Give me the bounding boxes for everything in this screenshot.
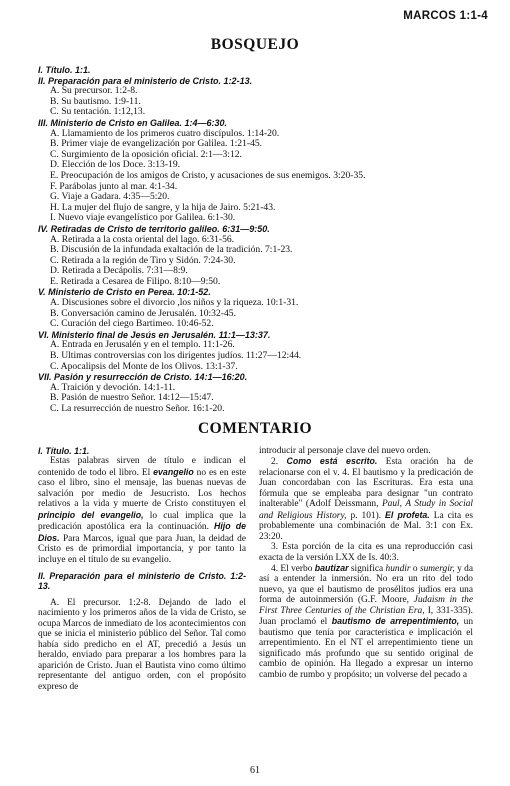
italic-title: sumergir, (419, 563, 455, 574)
paragraph (259, 563, 473, 680)
outline-item: D. Retirada a Decápolis. 7:31—8:9. (50, 265, 188, 277)
outline-item: B. Discusión de la infundada exaltación de la tradición. 7:1-23. (50, 244, 293, 256)
outline-item: C. La resurrección de nuestro Señor. 16:1-20. (50, 403, 225, 414)
paragraph (38, 598, 246, 692)
outline-section: III. Ministerio de Cristo en Galilea. 1:4—6:30. (38, 117, 228, 128)
outline-item: D. Elección de los Doce. 3:13-19. (50, 159, 181, 171)
outline-item: B. Pasión de nuestro Señor. 14:12—15:47. (50, 392, 214, 404)
outline-item: I. Nuevo viaje evangelístico por Galilea. 6:1-30. (50, 212, 236, 224)
outline-item: G. Viaje a Gadara. 4:35—5:20. (50, 191, 170, 203)
outline-item: C. Retirada a la región de Tiro y Sidón. 7:24-30. (50, 254, 236, 266)
text-run: Para Marcos, igual que para Juan, la deidad de Cristo es de primordial importancia, y por tanto la incluye en el título de su evangelio. (38, 533, 246, 565)
text-run: A. El precursor. 1:2-8. Dejando de lado el nacimiento y los primeros años de la vida de Cristo, se ocupa Marcos de inmediato de los acontecimientos con que se inicia el ministerio público del Señor. Tal como había sido predicho en el AT, precedió a Jesús un heraldo, enviado para preparar a los hombres para la aparición de Cristo. Juan el Bautista vino como último representante del antiguo orden, con el propósito expreso de (38, 597, 246, 692)
outline-section: IV. Retiradas de Cristo de territorio galileo. 6:31—9:50. (38, 223, 270, 234)
outline-item: C. Apocalipsis del Monte de los Olivos. 13:1-37. (50, 360, 238, 372)
text-run: I, 331-335). Juan proclamó el (259, 605, 473, 628)
outline-item: H. La mujer del flujo de sangre, y la hija de Jairo. 5:21-43. (50, 201, 276, 213)
text-run: 2. (271, 457, 287, 468)
text-run: Estas palabras sirven de título e indican el contenido de todo el libro. El (38, 456, 246, 478)
outline-item: A. Discusiones sobre el divorcio ,los niños y la riqueza. 10:1-31. (50, 297, 299, 309)
section-heading: II. Preparación para el ministerio de Cristo. 1:2-13. (38, 570, 246, 592)
bold-term: principio del evangelio, (38, 509, 144, 520)
text-run: lo cual implica que la predicación apostólica era la continuación. (38, 510, 246, 533)
text-run: un bautismo que tenía por característica e implicación el arrepentimiento. En el NT el arrepentimiento tiene un significado más profundo que su sentido original de cambio de opinión. Ha llegado a expresar un interno cambio de rumbo y propósito; un volverse del pecado a (259, 617, 474, 680)
outline-section: VII. Pasión y resurrección de Cristo. 14:1—16:20. (38, 372, 248, 383)
commentary-left-column (38, 446, 246, 692)
bold-term: El profeta. (385, 509, 430, 520)
bold-term: bautizar (314, 562, 349, 573)
outline-section: II. Preparación para el ministerio de Cristo. 1:2-13. (38, 75, 253, 86)
commentary-title: COMENTARIO (197, 420, 313, 437)
outline-item: C. Surgimiento de la oposición oficial. 2:1—3:12. (50, 148, 242, 160)
text-run: Esta oración ha de relacionarse con el v. 4. El bautismo y la predicación de Juan concordaban con las Escrituras. Era esta una fórmula que se empleaba para designar "un contrato inalterable" (Adolf Deissmann, (259, 457, 473, 510)
text-run: introducir al personaje clave del nuevo orden. (259, 446, 431, 456)
paragraph (259, 446, 473, 456)
paragraph (259, 542, 473, 563)
outline-section: V. Ministerio de Cristo en Perea. 10:1-52. (38, 287, 211, 298)
outline-item: A. Su precursor. 1:2-8. (50, 85, 138, 97)
bold-term: bautismo de arrepentimiento, (331, 616, 460, 627)
text-run: significa (348, 563, 386, 574)
text-run: o (410, 563, 420, 574)
outline-item: B. Primer viaje de evangelización por Galilea. 1:21-45. (50, 138, 263, 150)
outline-item: A. Traición y devoción. 14:1-11. (50, 381, 176, 393)
outline-section: I. Título. 1:1. (38, 65, 91, 75)
outline-title: BOSQUEJO (210, 36, 300, 53)
bold-term: Como está escrito. (286, 456, 378, 467)
commentary-right-column (259, 446, 473, 680)
italic-title: Judaism in the First Three Centuries of the Christian Era, (259, 595, 474, 616)
bold-term: Hijo de Dios. (38, 521, 246, 543)
outline-item: C. Curación del ciego Bartimeo. 10:46-52. (50, 318, 214, 330)
outline-item: B. Ultimas controversias con los dirigentes judíos. 11:27—12:44. (50, 350, 302, 362)
outline-item: B. Su bautismo. 1:9-11. (50, 95, 141, 107)
outline-item: A. Entrada en Jerusalén y en el templo. 11:1-26. (50, 339, 235, 351)
running-head: MARCOS 1:1-4 (403, 10, 488, 22)
outline-section: VI. Ministerio final de Jesús en Jerusalén. 11:1—13:37. (38, 329, 271, 340)
italic-title: Paul, A Study in Social and Religious History, (259, 499, 473, 521)
paragraph (259, 456, 473, 542)
text-run: La cita es probablemente una combinación de Mal. 3:1 con Ex. 23:20. (259, 510, 473, 542)
text-run: y da así a entender la inmersión. No era un rito del todo nuevo, ya que el bautismo de prosélitos judíos era una forma de autoinmersión (G.F. Moore, (259, 563, 473, 606)
bold-term: evangelio (153, 466, 194, 477)
outline-item: F. Parábolas junto al mar. 4:1-34. (50, 180, 178, 192)
outline-item: A. Retirada a la costa oriental del lago. 6:31-56. (50, 233, 235, 245)
outline-item: E. Preocupación de los amigos de Cristo, y acusaciones de sus enemigos. 3:20-35. (50, 169, 366, 181)
outline-item: E. Retirada a Cesarea de Filipo. 8:10—9:50. (50, 275, 221, 287)
outline-item: A. Llamamiento de los primeros cuatro discípulos. 1:14-20. (50, 127, 280, 139)
paragraph (38, 456, 246, 565)
text-run: 4. El verbo (271, 563, 315, 574)
outline-list (38, 65, 478, 415)
page-number: 61 (250, 765, 260, 776)
outline-item: C. Su tentación. 1:12,13. (50, 106, 146, 118)
outline-item: B. Conversación camino de Jerusalén. 10:32-45. (50, 307, 236, 319)
text-run: 3. Esta porción de la cita es una reproducción casi exacta de la versión LXX de Is. 40:3. (259, 542, 473, 563)
section-heading: I. Título. 1:1. (38, 446, 90, 456)
text-run: no es en este caso el libro, sino el mensaje, las buenas nuevas de salvación por medio de Jesucristo. Los hechos relativos a la vida y muerte de Cristo constituyen el (38, 467, 247, 510)
text-run: p. 101). (346, 510, 386, 521)
italic-title: hundir (385, 563, 411, 574)
